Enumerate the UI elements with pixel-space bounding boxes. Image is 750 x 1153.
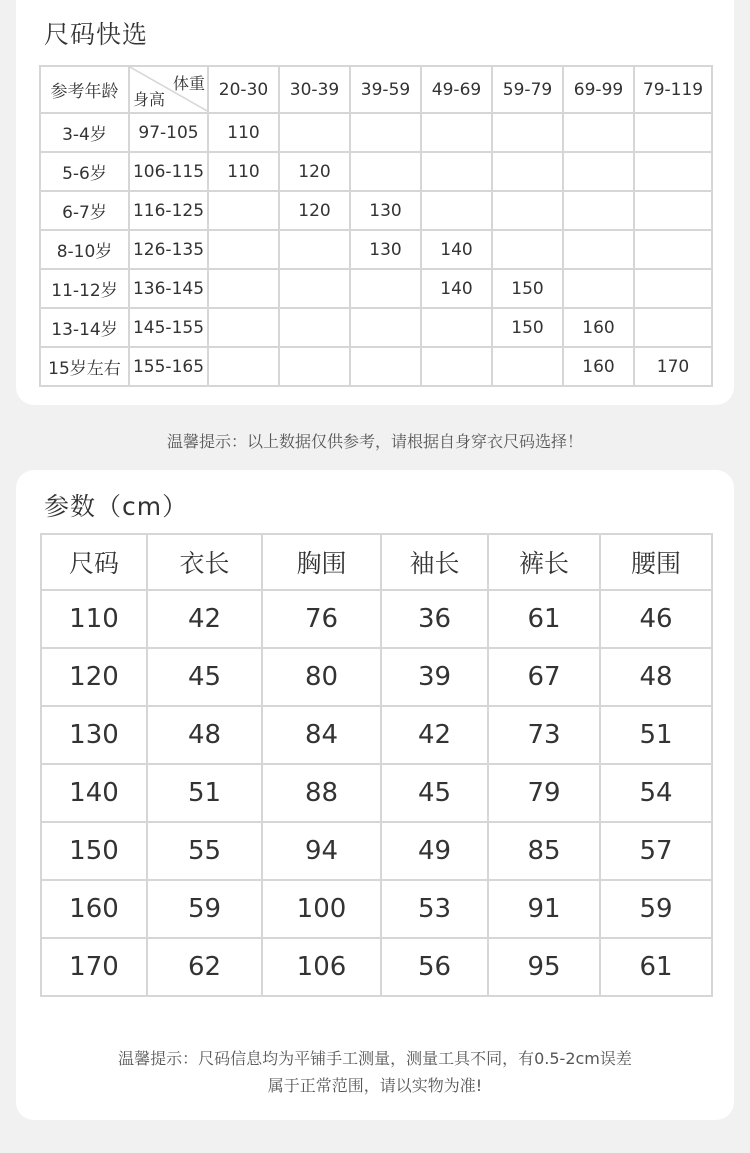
- size-cell: [421, 308, 492, 347]
- weight-height-corner-header: [129, 66, 208, 113]
- length-cell: 51: [147, 764, 262, 822]
- length-cell: 48: [147, 706, 262, 764]
- size-cell: [634, 269, 712, 308]
- size-cell: [279, 347, 350, 386]
- size-cell: [421, 113, 492, 152]
- size-cell: [563, 191, 634, 230]
- size-cell: 140: [421, 269, 492, 308]
- size-cell: [563, 230, 634, 269]
- height-cell: 145-155: [129, 308, 208, 347]
- height-label: 身高: [133, 90, 166, 109]
- weight-range-header: 69-99: [563, 66, 634, 113]
- size-cell: [350, 113, 421, 152]
- params-title: 参数（cm）: [44, 492, 189, 521]
- chest-cell: 106: [262, 938, 381, 996]
- age-cell: 8-10岁: [40, 230, 129, 269]
- measurement-tip: [0, 1045, 750, 1099]
- params-table: [40, 533, 713, 997]
- table-row: [40, 308, 712, 347]
- weight-range-header: 30-39: [279, 66, 350, 113]
- table-row: [40, 347, 712, 386]
- height-cell: 155-165: [129, 347, 208, 386]
- table-row: [41, 880, 712, 938]
- quick-select-title: 尺码快选: [44, 20, 149, 49]
- weight-range-header: 39-59: [350, 66, 421, 113]
- size-cell: [492, 152, 563, 191]
- age-cell: 13-14岁: [40, 308, 129, 347]
- size-cell: [492, 347, 563, 386]
- sleeve-cell: 39: [381, 648, 488, 706]
- waist-cell: 57: [600, 822, 712, 880]
- sleeve-cell: 56: [381, 938, 488, 996]
- size-cell: [492, 191, 563, 230]
- waist-cell: 54: [600, 764, 712, 822]
- length-cell: 55: [147, 822, 262, 880]
- size-cell: [208, 230, 279, 269]
- size-cell: [350, 152, 421, 191]
- size-cell: [421, 152, 492, 191]
- table-row: [40, 152, 712, 191]
- table-row: [41, 590, 712, 648]
- params-header-cell: 衣长: [147, 534, 262, 590]
- size-cell: [208, 347, 279, 386]
- quick-select-table: [39, 65, 713, 387]
- chest-cell: 84: [262, 706, 381, 764]
- size-cell: 170: [41, 938, 147, 996]
- pants-length-cell: 73: [488, 706, 600, 764]
- weight-range-header: 79-119: [634, 66, 712, 113]
- pants-length-cell: 91: [488, 880, 600, 938]
- size-cell: 130: [41, 706, 147, 764]
- size-cell: [563, 269, 634, 308]
- weight-range-header: 49-69: [421, 66, 492, 113]
- size-cell: 150: [492, 308, 563, 347]
- table-row: [41, 764, 712, 822]
- size-cell: 150: [492, 269, 563, 308]
- measurement-tip-line2: 属于正常范围，请以实物为准!: [267, 1076, 483, 1095]
- table-row: [40, 113, 712, 152]
- waist-cell: 51: [600, 706, 712, 764]
- height-cell: 106-115: [129, 152, 208, 191]
- length-cell: 59: [147, 880, 262, 938]
- params-header-cell: 腰围: [600, 534, 712, 590]
- table-row: [40, 191, 712, 230]
- height-cell: 136-145: [129, 269, 208, 308]
- size-cell: 130: [350, 230, 421, 269]
- chest-cell: 80: [262, 648, 381, 706]
- sleeve-cell: 36: [381, 590, 488, 648]
- size-cell: [634, 113, 712, 152]
- size-cell: [350, 347, 421, 386]
- size-cell: 130: [350, 191, 421, 230]
- age-cell: 5-6岁: [40, 152, 129, 191]
- params-header-cell: 袖长: [381, 534, 488, 590]
- size-cell: [421, 347, 492, 386]
- size-cell: [350, 269, 421, 308]
- size-cell: [492, 230, 563, 269]
- height-cell: 126-135: [129, 230, 208, 269]
- table-row: [41, 938, 712, 996]
- waist-cell: 46: [600, 590, 712, 648]
- pants-length-cell: 79: [488, 764, 600, 822]
- table-row: [40, 269, 712, 308]
- size-cell: 110: [208, 113, 279, 152]
- size-cell: 160: [41, 880, 147, 938]
- size-cell: [634, 230, 712, 269]
- params-header-cell: 胸围: [262, 534, 381, 590]
- params-header-cell: 尺码: [41, 534, 147, 590]
- size-cell: 160: [563, 308, 634, 347]
- sleeve-cell: 42: [381, 706, 488, 764]
- size-cell: [208, 269, 279, 308]
- size-cell: [208, 191, 279, 230]
- size-cell: [421, 191, 492, 230]
- size-cell: [634, 308, 712, 347]
- size-cell: [279, 269, 350, 308]
- size-cell: [279, 113, 350, 152]
- size-cell: [634, 152, 712, 191]
- table-row: [40, 230, 712, 269]
- size-cell: 120: [279, 152, 350, 191]
- size-cell: 120: [279, 191, 350, 230]
- waist-cell: 48: [600, 648, 712, 706]
- chest-cell: 88: [262, 764, 381, 822]
- size-cell: [350, 308, 421, 347]
- size-cell: [279, 230, 350, 269]
- chest-cell: 76: [262, 590, 381, 648]
- quick-table-header-row: [40, 66, 712, 113]
- length-cell: 42: [147, 590, 262, 648]
- size-cell: [563, 152, 634, 191]
- age-cell: 15岁左右: [40, 347, 129, 386]
- size-cell: 150: [41, 822, 147, 880]
- size-cell: [208, 308, 279, 347]
- size-cell: 140: [41, 764, 147, 822]
- pants-length-cell: 61: [488, 590, 600, 648]
- weight-label: 体重: [172, 74, 205, 93]
- height-cell: 116-125: [129, 191, 208, 230]
- size-cell: 160: [563, 347, 634, 386]
- pants-length-cell: 67: [488, 648, 600, 706]
- measurement-tip-line1: 温馨提示：尺码信息均为平铺手工测量，测量工具不同，有0.5-2cm误差: [118, 1049, 632, 1068]
- pants-length-cell: 85: [488, 822, 600, 880]
- sleeve-cell: 53: [381, 880, 488, 938]
- pants-length-cell: 95: [488, 938, 600, 996]
- age-cell: 11-12岁: [40, 269, 129, 308]
- chest-cell: 100: [262, 880, 381, 938]
- table-row: [41, 706, 712, 764]
- height-cell: 97-105: [129, 113, 208, 152]
- length-cell: 62: [147, 938, 262, 996]
- size-cell: 170: [634, 347, 712, 386]
- age-header: 参考年龄: [40, 66, 129, 113]
- waist-cell: 61: [600, 938, 712, 996]
- sleeve-cell: 49: [381, 822, 488, 880]
- table-row: [41, 822, 712, 880]
- size-cell: [563, 113, 634, 152]
- sleeve-cell: 45: [381, 764, 488, 822]
- size-cell: 140: [421, 230, 492, 269]
- params-header-cell: 裤长: [488, 534, 600, 590]
- size-cell: 120: [41, 648, 147, 706]
- size-cell: 110: [41, 590, 147, 648]
- length-cell: 45: [147, 648, 262, 706]
- size-cell: 110: [208, 152, 279, 191]
- params-header-row: [41, 534, 712, 590]
- waist-cell: 59: [600, 880, 712, 938]
- weight-range-header: 59-79: [492, 66, 563, 113]
- quick-select-tip: 温馨提示：以上数据仅供参考，请根据自身穿衣尺码选择！: [166, 432, 583, 451]
- size-cell: [279, 308, 350, 347]
- age-cell: 6-7岁: [40, 191, 129, 230]
- table-row: [41, 648, 712, 706]
- size-cell: [634, 191, 712, 230]
- size-cell: [492, 113, 563, 152]
- weight-range-header: 20-30: [208, 66, 279, 113]
- age-cell: 3-4岁: [40, 113, 129, 152]
- chest-cell: 94: [262, 822, 381, 880]
